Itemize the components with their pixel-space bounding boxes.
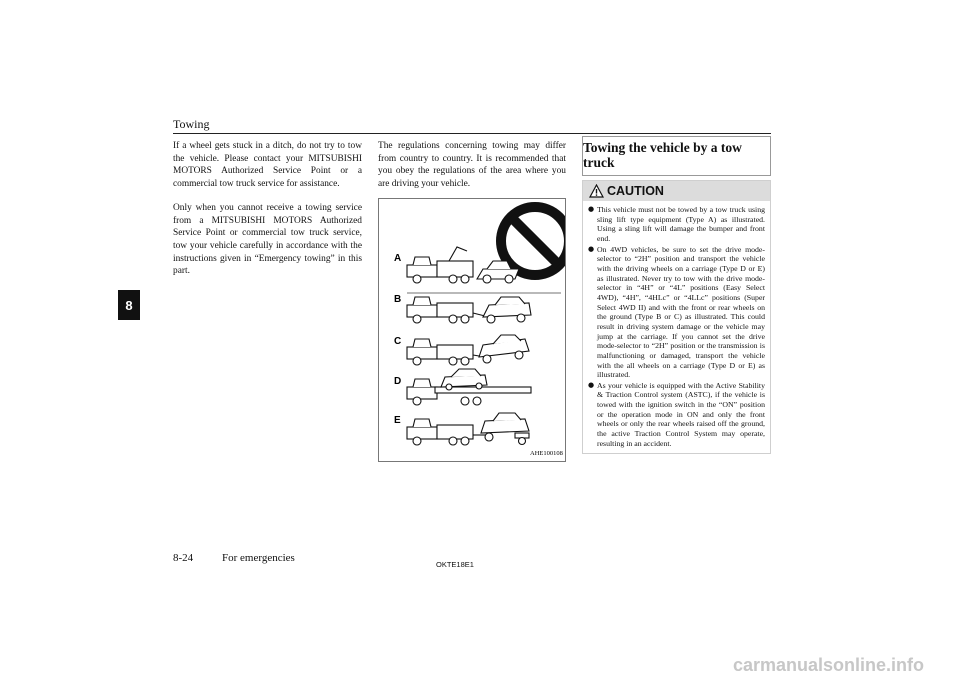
caution-item-text: This vehicle must not be towed by a tow truck using sling lift type equipment (Type A) as illustrated. Using a sling lift will damage the bumper and front end. xyxy=(597,205,765,243)
middle-paragraph: The regulations concerning towing may differ from country to country. It is recommended that you obey the regulations of the area where you are driving your vehicle. xyxy=(378,141,566,190)
left-paragraph-1: If a wheel gets stuck in a ditch, do not try to tow the vehicle. Please contact your MITSUBISHI MOTORS Authorized Service Point or a commercial tow truck service for assistance. xyxy=(173,141,362,190)
tow-truck-e-illustration xyxy=(407,413,529,445)
right-column xyxy=(582,136,771,454)
tow-truck-b-illustration xyxy=(407,297,531,323)
chapter-tab: 8 xyxy=(118,290,140,320)
caution-item-text: As your vehicle is equipped with the Active Stability & Traction Control system (ASTC), if the vehicle is towed with the ignition switch in the “ON” position or the operation mode in ON and only the front wheels or only the rear wheels raised off the ground, the active Traction Control System may operate, resulting in an accident. xyxy=(597,380,765,448)
watermark: carmanualsonline.info xyxy=(733,655,925,675)
caution-item-text: On 4WD vehicles, be sure to set the drive mode-selector to “2H” position and transport the vehicle with the driving wheels on a carriage (Type D or E) as illustrated. Never try to tow with the drive mode-selector in “4H” or “4L” positions (Easy Select 4WD), “4H”, “4HLc” or “4LLc” positions (Super Select 4WD II) and with the front or rear wheels on the ground (Type B or C) as illustrated. This could result in driving system damage or the vehicle may jump at the carriage. If you cannot set the drive mode-selector to “2H” position or the transmission is malfunctioning or damaged, transport the vehicle with the all wheels on a carriage (Type D or E) as illustrated. xyxy=(597,244,765,380)
figure-code: AHE100108 xyxy=(530,450,563,457)
warning-triangle-icon xyxy=(589,184,604,198)
left-paragraph-2: Only when you cannot receive a towing service from a MITSUBISHI MOTORS Authorized Service Point or commercial tow truck service, tow your vehicle carefully in accordance with the instructions given in “Emergency towing” in this part. xyxy=(173,202,362,277)
figure-label-e: E xyxy=(394,415,401,426)
caution-list xyxy=(583,201,770,448)
document-code: OKTE18E1 xyxy=(436,560,474,569)
section-heading: Towing the vehicle by a tow truck xyxy=(583,140,742,170)
middle-column xyxy=(378,140,566,202)
towing-types-figure xyxy=(378,198,566,462)
section-heading-box xyxy=(582,136,771,176)
tow-truck-d-illustration xyxy=(407,369,531,405)
header-rule xyxy=(173,133,771,134)
figure-label-b: B xyxy=(394,294,402,305)
prohibition-icon xyxy=(501,207,565,275)
figure-label-c: C xyxy=(394,336,402,347)
left-column xyxy=(173,140,362,289)
caution-header xyxy=(583,181,770,201)
caution-item xyxy=(588,381,765,449)
caution-label: CAUTION xyxy=(607,184,664,198)
tow-truck-c-illustration xyxy=(407,335,529,365)
page-number: 8-24 xyxy=(173,552,194,564)
bullet-icon: ● xyxy=(588,244,595,253)
chapter-name: For emergencies xyxy=(222,552,295,564)
bullet-icon: ● xyxy=(588,205,595,213)
bullet-icon: ● xyxy=(588,380,595,389)
caution-item xyxy=(588,245,765,380)
figure-label-a: A xyxy=(394,253,402,264)
caution-item xyxy=(588,205,765,244)
section-title: Towing xyxy=(173,117,210,131)
caution-box xyxy=(582,180,771,454)
figure-label-d: D xyxy=(394,376,402,387)
